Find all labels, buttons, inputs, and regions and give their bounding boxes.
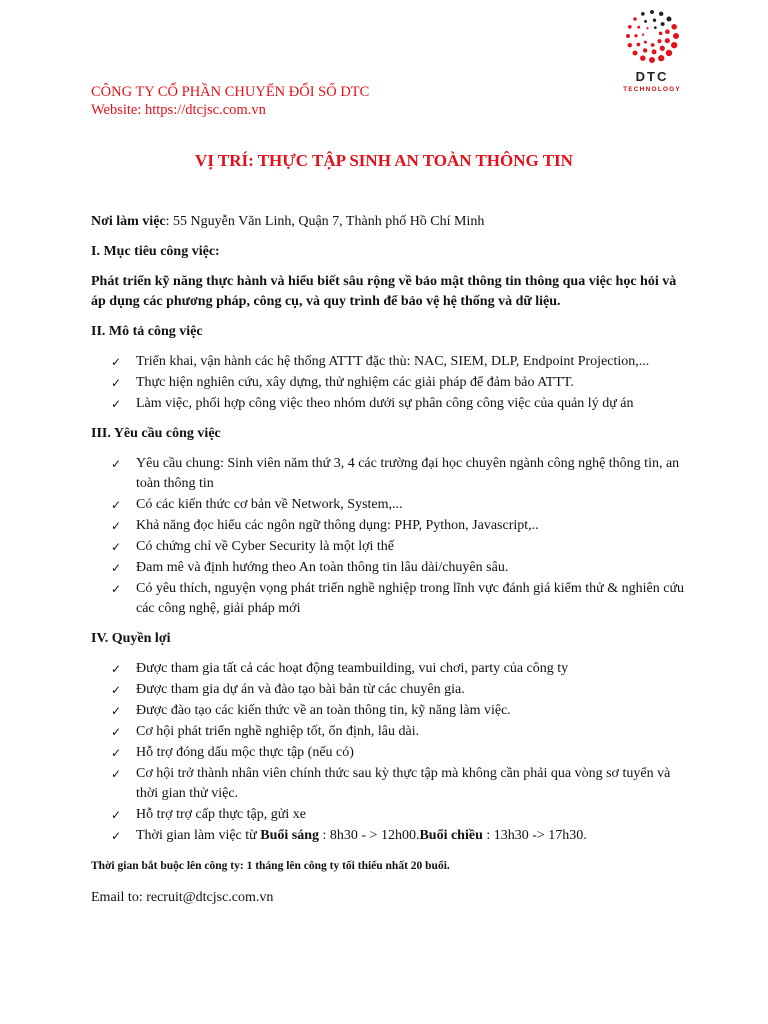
job-content <box>91 212 691 908</box>
list-item: ✓ Làm việc, phối hợp công việc theo nhóm dưới sự phân công công việc của quản lý dự án <box>91 394 691 414</box>
check-icon: ✓ <box>111 662 122 676</box>
logo-dot <box>637 26 640 29</box>
company-header <box>91 83 369 119</box>
check-icon: ✓ <box>111 457 122 471</box>
check-icon: ✓ <box>111 829 122 843</box>
logo-dot <box>634 34 637 37</box>
working-hours-item: ✓ Thời gian làm việc từ Buổi sáng : 8h30 - > 12h00.Buổi chiều : 13h30 -> 17h30. <box>91 826 691 846</box>
logo-dot <box>673 33 679 39</box>
check-icon: ✓ <box>111 582 122 596</box>
check-icon: ✓ <box>111 808 122 822</box>
logo-tagline: TECHNOLOGY <box>623 86 681 93</box>
logo-dot <box>665 38 670 43</box>
logo-dot <box>628 25 632 29</box>
logo-dot <box>637 43 641 47</box>
check-icon: ✓ <box>111 561 122 575</box>
check-icon: ✓ <box>111 540 122 554</box>
list-item: ✓ Thực hiện nghiên cứu, xây dựng, thử nghiệm các giải pháp để đảm bảo ATTT. <box>91 373 691 393</box>
workplace-value: : 55 Nguyễn Văn Linh, Quận 7, Thành phố Hồ Chí Minh <box>165 214 485 229</box>
logo-dots-icon <box>606 6 698 68</box>
list-item: ✓ Cơ hội trở thành nhân viên chính thức sau kỳ thực tập mà không cần phải qua vòng sơ tuyển và thời gian thử việc. <box>111 766 671 801</box>
company-name: CÔNG TY CỔ PHẦN CHUYỂN ĐỔI SỐ DTC <box>91 84 370 100</box>
list-item: ✓ Có các kiến thức cơ bản về Network, System,... <box>91 495 691 515</box>
check-icon: ✓ <box>111 704 122 718</box>
check-icon: ✓ <box>111 725 122 739</box>
list-item: ✓ Được đào tạo các kiến thức về an toàn thông tin, kỹ năng làm việc. <box>91 701 691 721</box>
logo-dot <box>666 17 671 22</box>
list-item: ✓ Hỗ trợ đóng dấu mộc thực tập (nếu có) <box>91 743 691 763</box>
list-item: ✓ Đam mê và định hướng theo An toàn thông tin lâu dài/chuyên sâu. <box>91 558 691 578</box>
logo-dot <box>666 50 672 56</box>
section-objective-title: I. Mục tiêu công việc: <box>91 244 220 259</box>
check-icon: ✓ <box>111 519 122 533</box>
check-icon: ✓ <box>111 397 122 411</box>
workplace <box>91 212 691 232</box>
section-requirements-title: III. Yêu cầu công việc <box>91 426 221 441</box>
logo-dot <box>644 41 647 44</box>
list-item: ✓ Có chứng chỉ về Cyber Security là một lợi thế <box>91 537 691 557</box>
logo-dot <box>652 49 657 54</box>
logo-dot <box>650 10 654 14</box>
logo-dot <box>658 55 664 61</box>
logo-name: DTC <box>635 69 669 84</box>
logo-dot <box>643 48 647 52</box>
logo-dot <box>659 12 663 16</box>
requirements-list <box>91 454 691 619</box>
logo-dot <box>649 57 655 63</box>
logo-dot <box>671 24 677 30</box>
logo-dot <box>641 12 645 16</box>
list-item: ✓ Yêu cầu chung: Sinh viên năm thứ 3, 4 các trường đại học chuyên ngành công nghệ thông tin, an toàn thông tin <box>111 456 680 491</box>
logo-dot <box>665 29 670 34</box>
list-item: ✓ Có yêu thích, nguyện vọng phát triển nghề nghiệp trong lĩnh vực đánh giá kiểm thử & nghiên cứu các công nghệ, giải pháp mới <box>111 581 685 616</box>
check-icon: ✓ <box>111 683 122 697</box>
logo-dot <box>654 26 657 29</box>
logo-dot <box>644 20 647 23</box>
logo-dot <box>661 22 665 26</box>
logo-dot <box>628 43 632 47</box>
company-logo <box>606 6 698 98</box>
section-benefits-title: IV. Quyền lợi <box>91 631 171 646</box>
list-item: ✓ Khả năng đọc hiểu các ngôn ngữ thông dụng: PHP, Python, Javascript,.. <box>91 516 691 536</box>
job-title: VỊ TRÍ: THỰC TẬP SINH AN TOÀN THÔNG TIN <box>195 151 573 170</box>
logo-dot <box>657 39 661 43</box>
check-icon: ✓ <box>111 746 122 760</box>
section-description-title: II. Mô tả công việc <box>91 324 203 339</box>
workplace-label: Nơi làm việc <box>91 214 166 229</box>
logo-dot <box>653 19 656 22</box>
logo-dot <box>671 42 677 48</box>
company-website[interactable]: Website: https://dtcjsc.com.vn <box>91 102 266 118</box>
description-list <box>91 352 691 414</box>
benefits-list <box>91 659 691 846</box>
objective-text: Phát triển kỹ năng thực hành và hiểu biết sâu rộng về bảo mật thông tin thông qua việc học hỏi và áp dụng các phương pháp, công cụ, và quy trình để bảo vệ hệ thống và dữ liệu. <box>91 274 677 309</box>
check-icon: ✓ <box>111 767 122 781</box>
logo-dot <box>646 27 648 29</box>
list-item: ✓ Được tham gia dự án và đào tạo bài bản từ các chuyên gia. <box>91 680 691 700</box>
logo-dot <box>660 46 665 51</box>
logo-dot <box>626 34 630 38</box>
logo-dot <box>659 32 663 36</box>
list-item: ✓ Cơ hội phát triển nghề nghiệp tốt, ổn định, lâu dài. <box>91 722 691 742</box>
check-icon: ✓ <box>111 498 122 512</box>
logo-dot <box>633 51 638 56</box>
check-icon: ✓ <box>111 376 122 390</box>
attendance-note: Thời gian bắt buộc lên công ty: 1 tháng lên công ty tối thiểu nhất 20 buổi. <box>91 860 450 872</box>
list-item: ✓ Triển khai, vận hành các hệ thống ATTT đặc thù: NAC, SIEM, DLP, Endpoint Projection,... <box>91 352 691 372</box>
list-item: ✓ Hỗ trợ trợ cấp thực tập, gửi xe <box>91 805 691 825</box>
list-item: ✓ Được tham gia tất cả các hoạt động teambuilding, vui chơi, party của công ty <box>91 659 691 679</box>
logo-dot <box>640 55 646 61</box>
contact-email[interactable]: Email to: recruit@dtcjsc.com.vn <box>91 890 274 905</box>
logo-dot <box>642 33 644 35</box>
logo-dot <box>651 43 655 47</box>
check-icon: ✓ <box>111 355 122 369</box>
logo-dot <box>633 17 637 21</box>
